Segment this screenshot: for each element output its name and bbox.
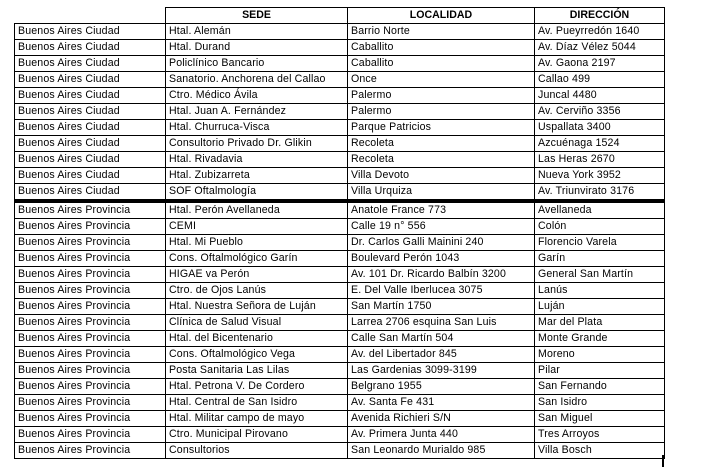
cell-direccion: Lanús <box>535 283 665 299</box>
cell-sede: CEMI <box>166 219 348 235</box>
cell-localidad: Once <box>348 72 535 88</box>
cell-region: Buenos Aires Ciudad <box>15 56 166 72</box>
cell-region: Buenos Aires Ciudad <box>15 184 166 202</box>
cell-sede: Cons. Oftalmológico Garín <box>166 251 348 267</box>
provincia-row <box>15 219 665 235</box>
cell-region: Buenos Aires Provincia <box>15 299 166 315</box>
cell-sede: Htal. Mi Pueblo <box>166 235 348 251</box>
cell-localidad: Belgrano 1955 <box>348 379 535 395</box>
cell-sede: Htal. Perón Avellaneda <box>166 201 348 219</box>
cell-localidad: Av. 101 Dr. Ricardo Balbín 3200 <box>348 267 535 283</box>
cell-sede: Htal. Central de San Isidro <box>166 395 348 411</box>
cell-direccion: Tres Arroyos <box>535 427 665 443</box>
cell-sede: HIGAE va Perón <box>166 267 348 283</box>
cell-direccion: San Miguel <box>535 411 665 427</box>
cell-region: Buenos Aires Provincia <box>15 235 166 251</box>
ciudad-row <box>15 104 665 120</box>
cell-sede: Htal. Alemán <box>166 24 348 40</box>
cell-sede: Consultorio Privado Dr. Glikin <box>166 136 348 152</box>
cell-region: Buenos Aires Provincia <box>15 267 166 283</box>
cell-localidad: Anatole France 773 <box>348 201 535 219</box>
cell-localidad: Las Gardenias 3099-3199 <box>348 363 535 379</box>
cell-localidad: Caballito <box>348 56 535 72</box>
cell-direccion: Luján <box>535 299 665 315</box>
cell-region: Buenos Aires Provincia <box>15 443 166 459</box>
cell-sede: Posta Sanitaria Las Lilas <box>166 363 348 379</box>
ciudad-row <box>15 88 665 104</box>
cell-localidad: E. Del Valle Iberlucea 3075 <box>348 283 535 299</box>
cell-region: Buenos Aires Ciudad <box>15 120 166 136</box>
cell-direccion: San Isidro <box>535 395 665 411</box>
cell-sede: Ctro. Médico Ávila <box>166 88 348 104</box>
header-direccion: DIRECCIÓN <box>535 8 665 24</box>
cell-localidad: Calle San Martín 504 <box>348 331 535 347</box>
cell-sede: Htal. Rivadavia <box>166 152 348 168</box>
ciudad-row <box>15 152 665 168</box>
ciudad-row <box>15 56 665 72</box>
cell-direccion: Juncal 4480 <box>535 88 665 104</box>
cell-sede: Htal. Zubizarreta <box>166 168 348 184</box>
cell-direccion: Moreno <box>535 347 665 363</box>
cell-localidad: San Leonardo Murialdo 985 <box>348 443 535 459</box>
cell-localidad: Avenida Richieri S/N <box>348 411 535 427</box>
cell-region: Buenos Aires Ciudad <box>15 136 166 152</box>
cell-region: Buenos Aires Provincia <box>15 251 166 267</box>
cell-region: Buenos Aires Provincia <box>15 363 166 379</box>
cell-region: Buenos Aires Ciudad <box>15 88 166 104</box>
cell-region: Buenos Aires Provincia <box>15 219 166 235</box>
cell-region: Buenos Aires Provincia <box>15 201 166 219</box>
cell-region: Buenos Aires Ciudad <box>15 40 166 56</box>
provincia-row <box>15 379 665 395</box>
provincia-row <box>15 443 665 459</box>
cell-direccion: Uspallata 3400 <box>535 120 665 136</box>
cell-region: Buenos Aires Provincia <box>15 331 166 347</box>
header-localidad: LOCALIDAD <box>348 8 535 24</box>
cell-localidad: Caballito <box>348 40 535 56</box>
provincia-row <box>15 363 665 379</box>
cell-direccion: General San Martín <box>535 267 665 283</box>
cell-localidad: Recoleta <box>348 152 535 168</box>
cell-direccion: Av. Pueyrredón 1640 <box>535 24 665 40</box>
cell-region: Buenos Aires Provincia <box>15 395 166 411</box>
cell-direccion: Callao 499 <box>535 72 665 88</box>
cell-direccion: Av. Cerviño 3356 <box>535 104 665 120</box>
provincia-row <box>15 283 665 299</box>
table-edge-mark <box>662 455 664 467</box>
cell-localidad: Av. Santa Fe 431 <box>348 395 535 411</box>
cell-direccion: Azcuénaga 1524 <box>535 136 665 152</box>
cell-localidad: Palermo <box>348 104 535 120</box>
ciudad-row <box>15 184 665 202</box>
provincia-row <box>15 201 665 219</box>
header-sede: SEDE <box>166 8 348 24</box>
cell-localidad: Calle 19 n° 556 <box>348 219 535 235</box>
cell-localidad: Palermo <box>348 88 535 104</box>
cell-direccion: Mar del Plata <box>535 315 665 331</box>
cell-sede: Ctro. de Ojos Lanús <box>166 283 348 299</box>
provincia-row <box>15 267 665 283</box>
provincia-row <box>15 315 665 331</box>
provincia-row <box>15 331 665 347</box>
cell-region: Buenos Aires Ciudad <box>15 152 166 168</box>
cell-direccion: Villa Bosch <box>535 443 665 459</box>
cell-sede: Clínica de Salud Visual <box>166 315 348 331</box>
cell-localidad: Larrea 2706 esquina San Luis <box>348 315 535 331</box>
provincia-row <box>15 411 665 427</box>
cell-region: Buenos Aires Ciudad <box>15 72 166 88</box>
provincia-row <box>15 427 665 443</box>
cell-sede: Htal. Nuestra Señora de Luján <box>166 299 348 315</box>
cell-region: Buenos Aires Provincia <box>15 347 166 363</box>
cell-localidad: Recoleta <box>348 136 535 152</box>
provincia-row <box>15 299 665 315</box>
header-region <box>15 8 166 24</box>
cell-direccion: San Fernando <box>535 379 665 395</box>
ciudad-row <box>15 24 665 40</box>
cell-sede: Policlínico Bancario <box>166 56 348 72</box>
cell-sede: Consultorios <box>166 443 348 459</box>
cell-sede: Cons. Oftalmológico Vega <box>166 347 348 363</box>
provincia-row <box>15 395 665 411</box>
cell-sede: Htal. Militar campo de mayo <box>166 411 348 427</box>
cell-sede: Htal. Durand <box>166 40 348 56</box>
ciudad-row <box>15 120 665 136</box>
provincia-row <box>15 235 665 251</box>
cell-sede: Htal. del Bicentenario <box>166 331 348 347</box>
table-header-row <box>15 8 665 24</box>
ciudad-row <box>15 168 665 184</box>
cell-direccion: Colón <box>535 219 665 235</box>
cell-direccion: Florencio Varela <box>535 235 665 251</box>
cell-region: Buenos Aires Ciudad <box>15 104 166 120</box>
cell-direccion: Av. Díaz Vélez 5044 <box>535 40 665 56</box>
ciudad-row <box>15 136 665 152</box>
cell-region: Buenos Aires Ciudad <box>15 168 166 184</box>
cell-region: Buenos Aires Provincia <box>15 315 166 331</box>
cell-localidad: Parque Patricios <box>348 120 535 136</box>
cell-direccion: Pilar <box>535 363 665 379</box>
cell-direccion: Avellaneda <box>535 201 665 219</box>
ciudad-row <box>15 40 665 56</box>
cell-sede: Ctro. Municipal Pirovano <box>166 427 348 443</box>
cell-localidad: San Martín 1750 <box>348 299 535 315</box>
cell-localidad: Av. del Libertador 845 <box>348 347 535 363</box>
cell-localidad: Villa Devoto <box>348 168 535 184</box>
cell-sede: Htal. Juan A. Fernández <box>166 104 348 120</box>
cell-localidad: Boulevard Perón 1043 <box>348 251 535 267</box>
cell-localidad: Villa Urquiza <box>348 184 535 202</box>
cell-sede: Sanatorio. Anchorena del Callao <box>166 72 348 88</box>
cell-region: Buenos Aires Provincia <box>15 379 166 395</box>
cell-region: Buenos Aires Provincia <box>15 411 166 427</box>
cell-direccion: Garín <box>535 251 665 267</box>
cell-region: Buenos Aires Provincia <box>15 427 166 443</box>
cell-region: Buenos Aires Provincia <box>15 283 166 299</box>
cell-localidad: Av. Primera Junta 440 <box>348 427 535 443</box>
cell-region: Buenos Aires Ciudad <box>15 24 166 40</box>
cell-sede: SOF Oftalmología <box>166 184 348 202</box>
provincia-row <box>15 251 665 267</box>
cell-sede: Htal. Petrona V. De Cordero <box>166 379 348 395</box>
ciudad-row <box>15 72 665 88</box>
cell-direccion: Monte Grande <box>535 331 665 347</box>
cell-localidad: Dr. Carlos Galli Mainini 240 <box>348 235 535 251</box>
cell-direccion: Av. Gaona 2197 <box>535 56 665 72</box>
cell-sede: Htal. Churruca-Visca <box>166 120 348 136</box>
cell-direccion: Las Heras 2670 <box>535 152 665 168</box>
cell-localidad: Barrio Norte <box>348 24 535 40</box>
provincia-row <box>15 347 665 363</box>
cell-direccion: Nueva York 3952 <box>535 168 665 184</box>
cell-direccion: Av. Triunvirato 3176 <box>535 184 665 202</box>
sedes-table <box>14 7 665 459</box>
